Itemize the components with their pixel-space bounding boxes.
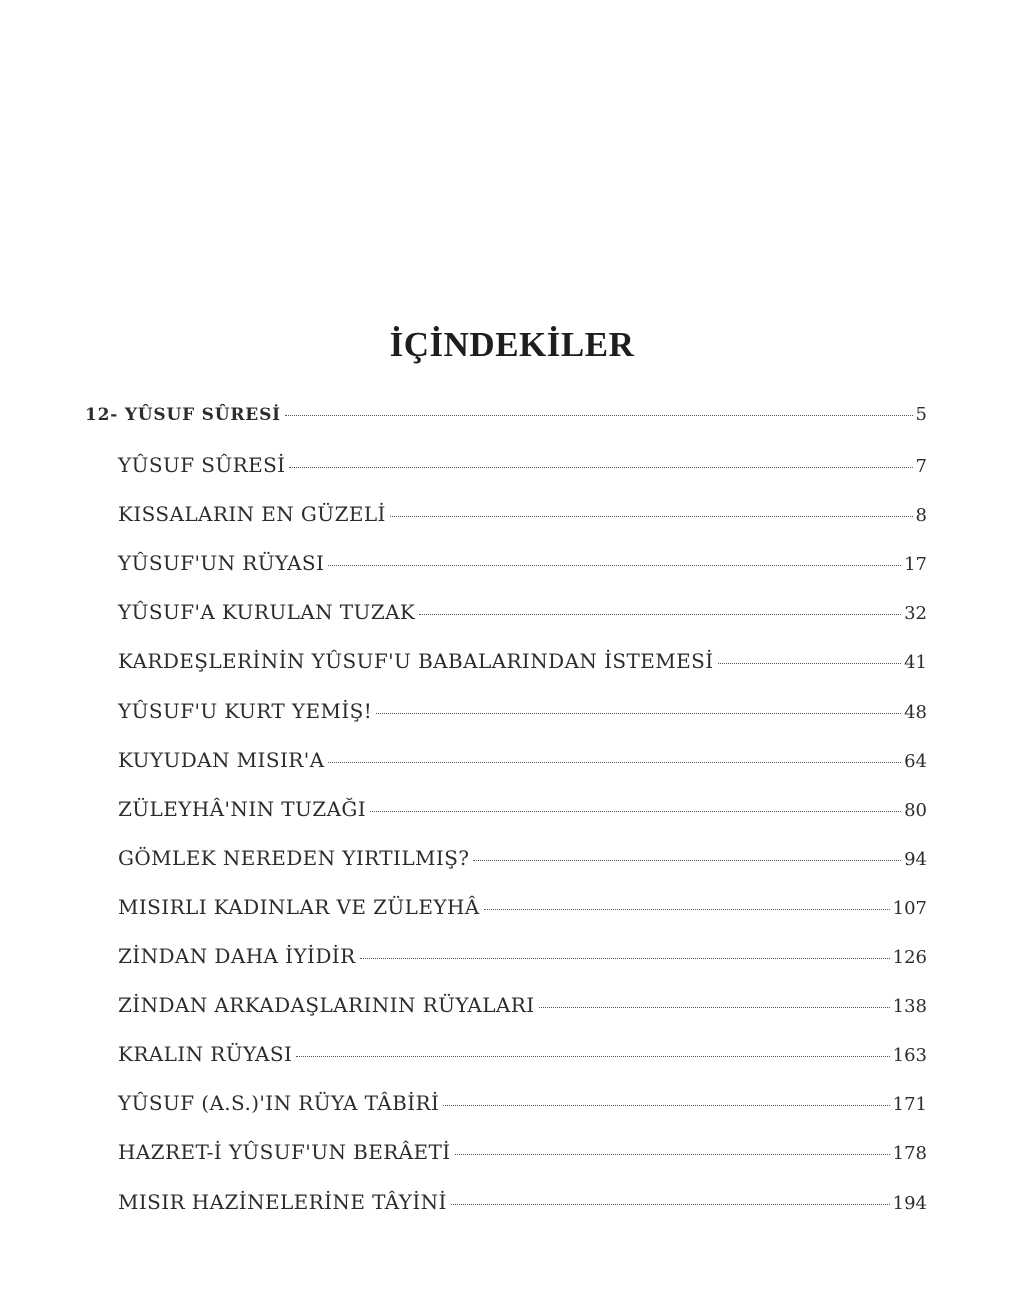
toc-entry[interactable]: [0, 736, 1024, 785]
dot-leader: [376, 713, 901, 714]
dot-leader: [451, 1204, 890, 1205]
page-title: İÇİNDEKİLER: [389, 325, 635, 365]
toc-entry[interactable]: [0, 539, 1024, 588]
toc-entry-label: YÛSUF'UN RÜYASI: [118, 551, 325, 576]
toc-entry-page: 138: [892, 996, 927, 1018]
toc-entry[interactable]: [0, 932, 1024, 981]
toc-entry-label: YÛSUF (A.S.)'IN RÜYA TÂBİRİ: [118, 1091, 440, 1116]
toc-entry-page: 17: [904, 554, 927, 576]
toc-entry-label: ZİNDAN ARKADAŞLARININ RÜYALARI: [118, 993, 535, 1018]
toc-entry-page: 163: [892, 1045, 927, 1067]
toc-entry-page: 41: [904, 652, 927, 674]
dot-leader: [455, 1154, 890, 1155]
dot-leader: [390, 516, 913, 517]
toc-entry[interactable]: [0, 1030, 1024, 1079]
toc-entry-label: MISIRLI KADINLAR VE ZÜLEYHÂ: [118, 894, 480, 919]
toc-entry-label: 12- YÛSUF SÛRESİ: [85, 405, 281, 425]
toc-entry[interactable]: [0, 687, 1024, 736]
toc-entry-label: ZİNDAN DAHA İYİDİR: [118, 944, 356, 969]
dot-leader: [360, 958, 890, 959]
dot-leader: [539, 1007, 890, 1008]
toc-entry-page: 5: [915, 404, 927, 425]
table-of-contents: [0, 392, 1024, 1227]
toc-entry-page: 80: [904, 799, 927, 821]
toc-entry-label: ZÜLEYHÂ'NIN TUZAĞI: [118, 796, 367, 821]
toc-entry-page: 8: [915, 505, 927, 527]
toc-entry-chapter[interactable]: [0, 392, 1024, 441]
dot-leader: [328, 565, 901, 566]
toc-entry-label: KARDEŞLERİNİN YÛSUF'U BABALARINDAN İSTEMESİ: [118, 649, 714, 674]
toc-entry-label: HAZRET-İ YÛSUF'UN BERÂETİ: [118, 1140, 451, 1165]
toc-entry-page: 178: [892, 1143, 927, 1165]
toc-entry-label: YÛSUF'U KURT YEMİŞ!: [118, 698, 373, 723]
toc-entry[interactable]: [0, 1178, 1024, 1227]
toc-entry-page: 48: [904, 701, 927, 723]
dot-leader: [289, 467, 912, 468]
dot-leader: [443, 1105, 889, 1106]
toc-entry-label: YÛSUF'A KURULAN TUZAK: [118, 600, 416, 625]
dot-leader: [296, 1056, 889, 1057]
toc-entry-label: GÖMLEK NEREDEN YIRTILMIŞ?: [118, 845, 470, 870]
toc-entry-page: 126: [892, 947, 927, 969]
toc-entry[interactable]: [0, 981, 1024, 1030]
toc-entry-page: 194: [892, 1192, 927, 1214]
toc-entry[interactable]: [0, 441, 1024, 490]
toc-entry[interactable]: [0, 490, 1024, 539]
toc-entry-page: 171: [892, 1094, 927, 1116]
dot-leader: [285, 415, 913, 416]
toc-entry[interactable]: [0, 883, 1024, 932]
toc-entry[interactable]: [0, 588, 1024, 637]
dot-leader: [484, 909, 890, 910]
toc-entry-label: MISIR HAZİNELERİNE TÂYİNİ: [118, 1189, 447, 1214]
toc-entry[interactable]: [0, 834, 1024, 883]
dot-leader: [419, 614, 901, 615]
toc-entry-label: YÛSUF SÛRESİ: [118, 453, 286, 478]
dot-leader: [718, 663, 902, 664]
toc-entry-page: 94: [904, 848, 927, 870]
toc-entry-label: KUYUDAN MISIR'A: [118, 747, 325, 772]
dot-leader: [370, 811, 901, 812]
toc-entry-page: 107: [892, 897, 927, 919]
dot-leader: [328, 762, 901, 763]
dot-leader: [473, 860, 901, 861]
toc-entry[interactable]: [0, 1079, 1024, 1128]
toc-entry-label: KISSALARIN EN GÜZELİ: [118, 502, 386, 527]
toc-entry-page: 7: [915, 456, 927, 478]
toc-entry-label: KRALIN RÜYASI: [118, 1042, 293, 1067]
toc-entry-page: 64: [904, 750, 927, 772]
toc-entry[interactable]: [0, 637, 1024, 686]
toc-entry-page: 32: [904, 603, 927, 625]
toc-entry[interactable]: [0, 785, 1024, 834]
toc-entry[interactable]: [0, 1128, 1024, 1177]
